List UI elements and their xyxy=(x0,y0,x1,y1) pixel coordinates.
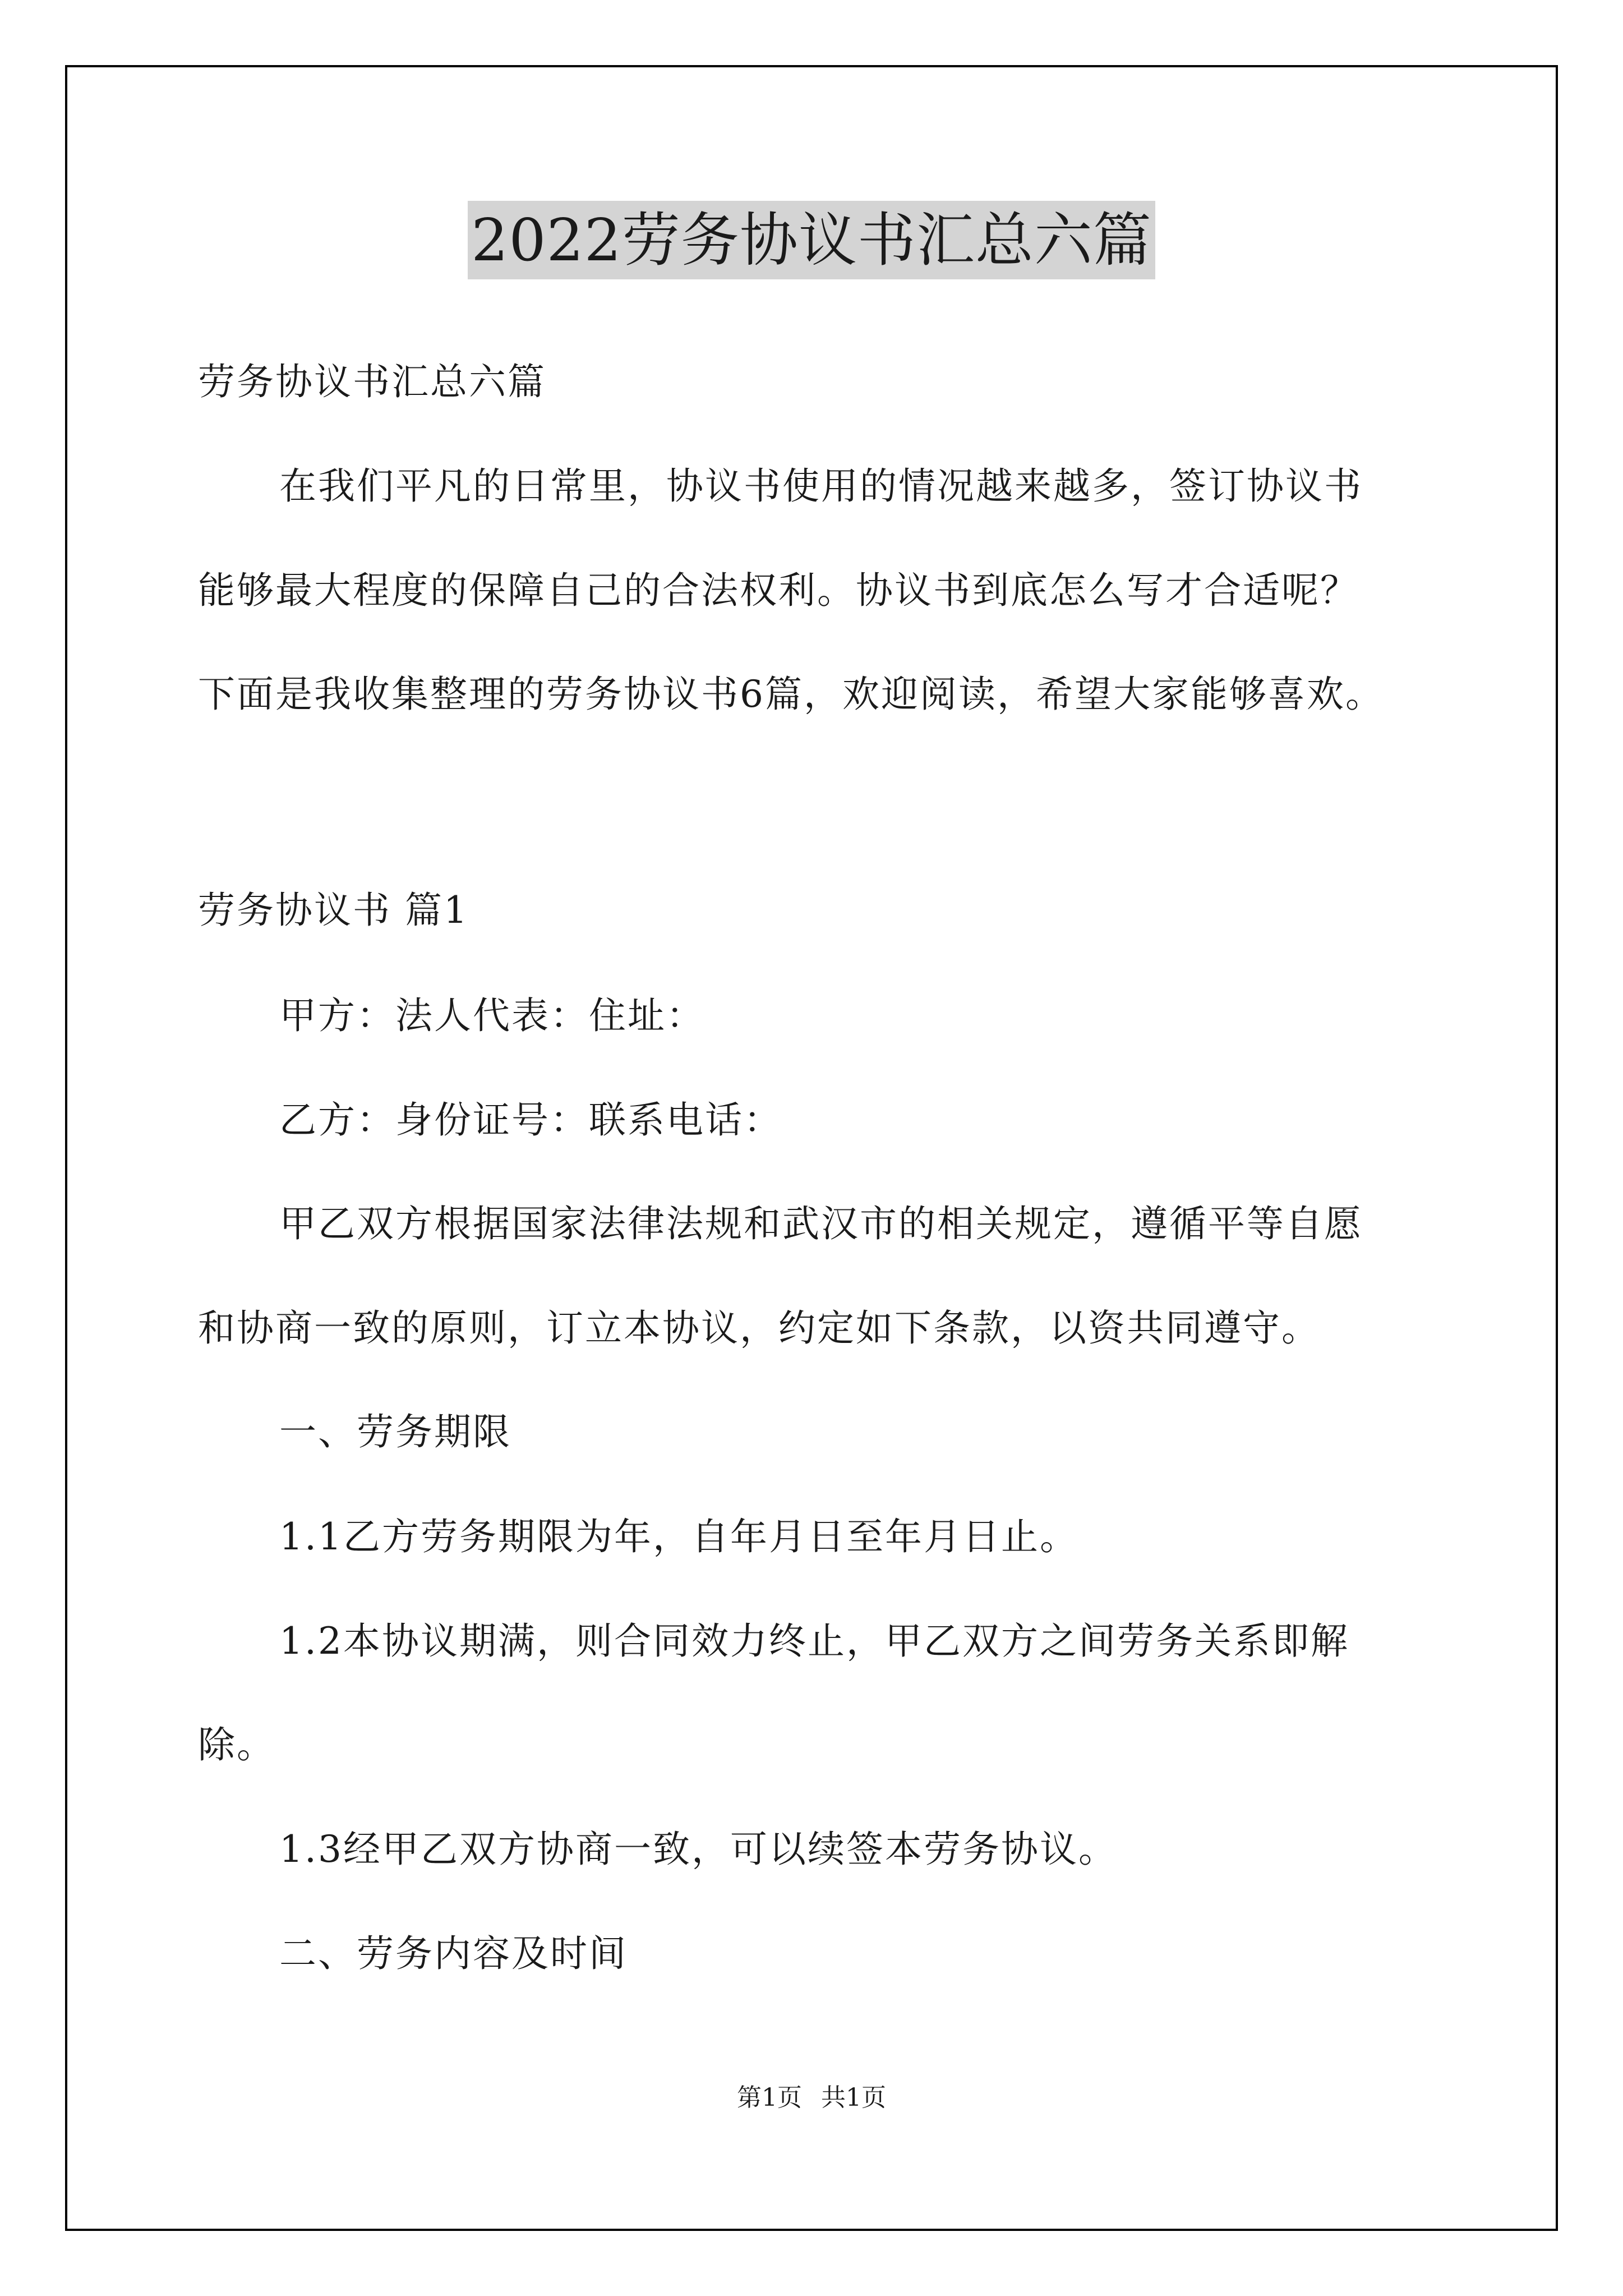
party-b-line: 乙方：身份证号：联系电话： xyxy=(279,1098,782,1142)
intro-line-2: 能够最大程度的保障自己的合法权利。协议书到底怎么写才合适呢？ xyxy=(198,569,1359,612)
clause-1-2: 1.2本协议期满，则合同效力终止，甲乙双方之间劳务关系即解 xyxy=(279,1619,1349,1663)
clause-heading-2: 二、劳务内容及时间 xyxy=(279,1932,628,1975)
clause-heading-1: 一、劳务期限 xyxy=(279,1410,511,1453)
intro-line-1: 在我们平凡的日常里，协议书使用的情况越来越多，签订协议书 xyxy=(279,464,1363,508)
page-number: 第1页 xyxy=(737,2083,802,2112)
clause-1-1: 1.1乙方劳务期限为年，自年月日至年月日止。 xyxy=(279,1515,1078,1558)
subtitle-line: 劳务协议书汇总六篇 xyxy=(198,360,546,403)
title-container xyxy=(0,201,1623,279)
document-title: 2022劳务协议书汇总六篇 xyxy=(468,201,1155,279)
party-a-line: 甲方：法人代表：住址： xyxy=(279,994,705,1037)
page-footer xyxy=(0,2081,1623,2115)
clause-1-3: 1.3经甲乙双方协商一致，可以续签本劳务协议。 xyxy=(279,1828,1117,1871)
paragraph-line-2: 和协商一致的原则，订立本协议，约定如下条款，以资共同遵守。 xyxy=(198,1306,1320,1350)
page-total: 共1页 xyxy=(821,2083,886,2112)
clause-1-2-cont: 除。 xyxy=(198,1723,275,1766)
paragraph-line-1: 甲乙双方根据国家法律法规和武汉市的相关规定，遵循平等自愿 xyxy=(279,1202,1363,1245)
intro-line-3: 下面是我收集整理的劳务协议书6篇，欢迎阅读，希望大家能够喜欢。 xyxy=(198,673,1384,716)
section-heading: 劳务协议书 篇1 xyxy=(198,889,469,932)
